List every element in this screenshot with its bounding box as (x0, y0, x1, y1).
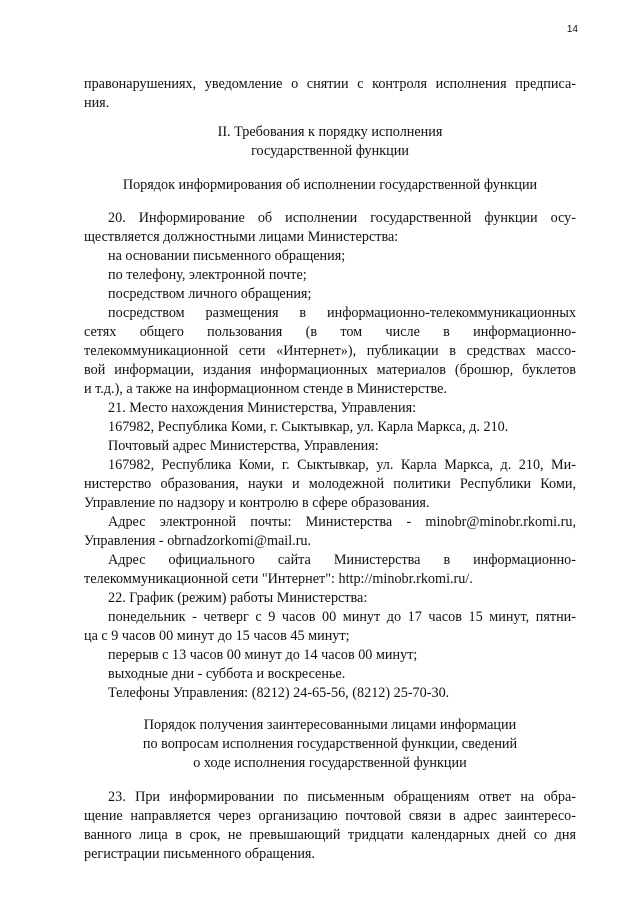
paragraph-line: регистрации письменного обращения. (84, 846, 315, 862)
paragraph-line: щение направляется через организацию почтовой связи в адрес заинтересо- (84, 808, 576, 824)
list-item: по телефону, электронной почте; (108, 267, 307, 283)
address-line: 167982, Республика Коми, г. Сыктывкар, ул. Карла Маркса, д. 210, Ми- (108, 457, 576, 473)
schedule-line: выходные дни - суббота и воскресенье. (108, 666, 346, 682)
email-line: Управления - obrnadzorkomi@mail.ru. (84, 533, 312, 549)
subsection-heading: о ходе исполнения государственной функции (193, 755, 467, 771)
text-line: правонарушениях, уведомление о снятии с контроля исполнения предписа- (84, 76, 576, 92)
paragraph-line: телекоммуникационной сети «Интернет»), публикации в средствах массо- (84, 343, 576, 359)
list-item: посредством личного обращения; (108, 286, 312, 302)
website-line: телекоммуникационной сети "Интернет": http://minobr.rkomi.ru/. (84, 571, 473, 587)
list-item: посредством размещения в информационно-телекоммуникационных (108, 305, 576, 321)
list-item: на основании письменного обращения; (108, 248, 346, 264)
subsection-heading: по вопросам исполнения государственной функции, сведений (142, 736, 518, 752)
paragraph-line: и т.д.), а также на информационном стенде в Министерстве. (84, 381, 447, 397)
schedule-line: понедельник - четверг с 9 часов 00 минут до 17 часов 15 минут, пятни- (108, 609, 576, 625)
email-line: Адрес электронной почты: Министерства - minobr@minobr.rkomi.ru, (108, 514, 576, 530)
paragraph-line: ванного лица в срок, не превышающий тридцати календарных дней со дня (84, 827, 576, 843)
paragraph-line: 20. Информирование об исполнении государственной функции осу- (108, 210, 576, 226)
phones-line: Телефоны Управления: (8212) 24-65-56, (8212) 25-70-30. (108, 685, 450, 701)
subsection-heading: Порядок получения заинтересованными лицами информации (143, 717, 517, 733)
paragraph-line: вой информации, издания информационных материалов (брошюр, буклетов (84, 362, 576, 378)
section-heading: II. Требования к порядку исполнения (217, 124, 443, 140)
address-line: Управление по надзору и контролю в сфере образования. (84, 495, 430, 511)
website-line: Адрес официального сайта Министерства в информационно- (108, 552, 576, 568)
paragraph-line: ществляется должностными лицами Министерства: (84, 229, 399, 245)
paragraph-line: сетях общего пользования (в том числе в информационно- (84, 324, 576, 340)
paragraph-line: Почтовый адрес Министерства, Управления: (108, 438, 379, 454)
address-line: нистерство образования, науки и молодежной политики Республики Коми, (84, 476, 576, 492)
page-number: 14 (566, 24, 578, 35)
paragraph-line: 23. При информировании по письменным обращениям ответ на обра- (108, 789, 576, 805)
paragraph-line: 22. График (режим) работы Министерства: (108, 590, 368, 606)
section-heading: государственной функции (251, 143, 409, 159)
text-line: ния. (84, 95, 110, 111)
paragraph-line: 21. Место нахождения Министерства, Управления: (108, 400, 417, 416)
subsection-heading: Порядок информирования об исполнении государственной функции (122, 177, 538, 193)
schedule-line: ца с 9 часов 00 минут до 15 часов 45 минут; (84, 628, 350, 644)
schedule-line: перерыв с 13 часов 00 минут до 14 часов 00 минут; (108, 647, 418, 663)
address-line: 167982, Республика Коми, г. Сыктывкар, ул. Карла Маркса, д. 210. (108, 419, 509, 435)
